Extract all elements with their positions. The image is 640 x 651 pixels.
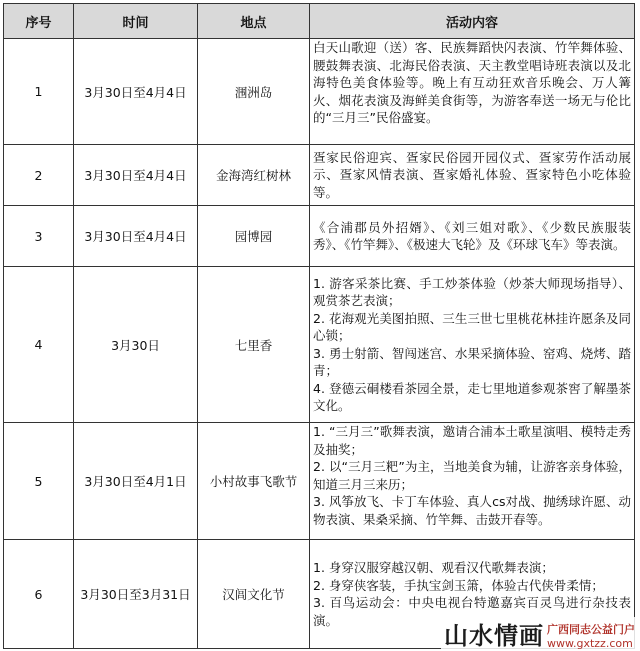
row-no: 4 [4,267,74,423]
row-content [310,267,635,423]
watermark-logo: 山水情画 [444,621,544,650]
header-content: 活动内容 [310,4,635,39]
content-item: 3. 百鸟运动会：中央电视台特邀嘉宾百灵鸟进行杂技表演。 [313,595,631,628]
content-item: 4. 登德云硐楼看茶园全景，走七里地道参观茶窖了解墨茶文化。 [313,380,631,413]
content-item: 1. 游客采茶比赛、手工炒茶体验（炒茶大师现场指导）、观赏茶艺表演； [313,275,631,308]
header-place: 地点 [198,4,310,39]
content-text: 《合浦郡员外招婿》、《刘三姐对歌》、《少数民族服装秀》、《竹竿舞》、《极速大飞轮》及《环球飞车》等表演。 [313,219,631,252]
watermark-site-url: www.gxtzz.com [547,637,633,650]
row-time: 3月30日至4月4日 [74,206,198,267]
content-item: 3. 风筝放飞、卡丁车体验、真人cs对战、抛绣球许愿、动物表演、果桑采摘、竹竿舞、击鼓开春等。 [313,494,631,527]
row-no: 5 [4,423,74,540]
row-no: 3 [4,206,74,267]
content-item: 1. “三月三”歌舞表演，邀请合浦本土歌星演唱、模特走秀及抽奖； [313,424,631,457]
row-place: 小村故事飞歌节 [198,423,310,540]
watermark [441,617,638,651]
row-place: 园博园 [198,206,310,267]
table-row [4,267,635,423]
row-no: 1 [4,39,74,145]
row-place: 汉闾文化节 [198,540,310,649]
row-place: 涠洲岛 [198,39,310,145]
row-time: 3月30日至4月4日 [74,145,198,206]
row-content [310,423,635,540]
row-time: 3月30日至3月31日 [74,540,198,649]
content-text: 疍家民俗迎宾、疍家民俗园开园仪式、疍家劳作活动展示、疍家风情表演、疍家婚礼体验、疍家特色小吃体验等。 [313,149,631,200]
row-place: 金海湾红树林 [198,145,310,206]
content-item: 2. 花海观光美图拍照、三生三世七里桃花林挂许愿条及同心锁； [313,310,631,343]
content-item: 1. 身穿汉服穿越汉朝、观看汉代歌舞表演； [313,560,554,575]
row-place: 七里香 [198,267,310,423]
table-row [4,423,635,540]
table-row [4,145,635,206]
activity-table [3,3,635,649]
watermark-site-name: 广西同志公益门户 [547,623,635,636]
header-no: 序号 [4,4,74,39]
row-time: 3月30日 [74,267,198,423]
row-no: 6 [4,540,74,649]
row-content [310,206,635,267]
row-content [310,39,635,145]
watermark-site [547,623,635,651]
table-header-row [4,4,635,39]
row-no: 2 [4,145,74,206]
row-content [310,145,635,206]
table-row [4,39,635,145]
row-time: 3月30日至4月1日 [74,423,198,540]
table-row [4,206,635,267]
content-item: 2. 身穿侠客装，手执宝剑玉箫，体验古代侠骨柔情； [313,577,604,593]
content-item: 3. 勇士射箭、智闯迷宫、水果采摘体验、窑鸡、烧烤、踏青； [313,345,631,378]
row-time: 3月30日至4月4日 [74,39,198,145]
content-item: 2. 以“三月三粑”为主，当地美食为辅，让游客亲身体验，知道三月三来历； [313,459,631,492]
content-text: 白天山歌迎（送）客、民族舞蹈快闪表演、竹竿舞体验、腰鼓舞表演、北海民俗表演、天主教堂唱诗班表演以及北海特色美食体验等。晚上有互动狂欢音乐晚会、万人篝火、烟花表演及海鲜美食街等，为游客奉送一场无与伦比的“三月三”民俗盛宴。 [313,40,631,125]
header-time: 时间 [74,4,198,39]
